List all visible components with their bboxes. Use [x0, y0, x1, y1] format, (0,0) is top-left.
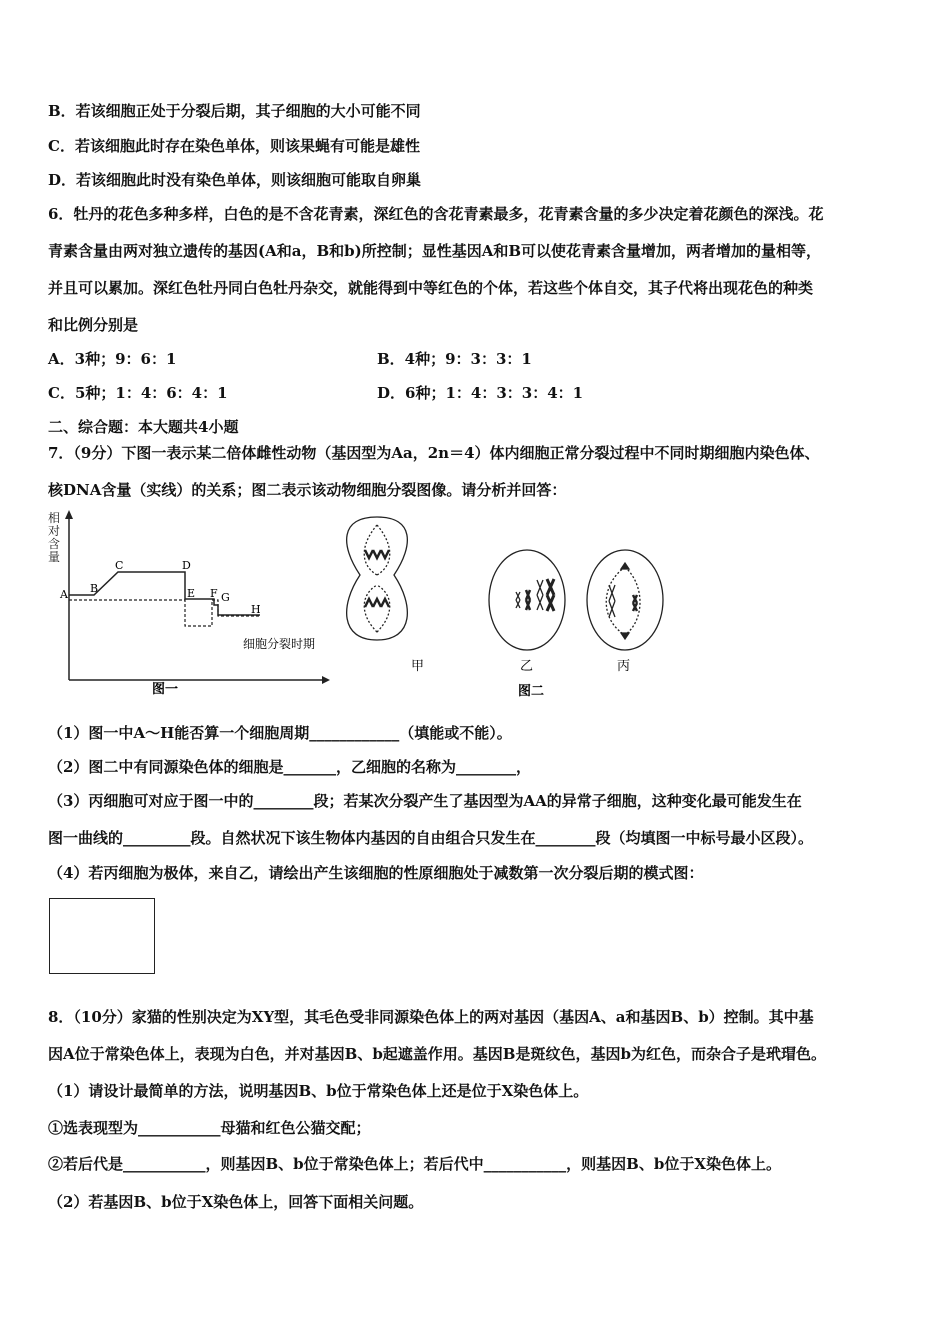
drawing-answer-box[interactable] [49, 898, 155, 974]
figure-1-caption: 图一 [152, 682, 179, 697]
y-axis-label: 相对含量 [48, 511, 61, 564]
q6-stem-line: 和比例分别是 [48, 316, 139, 334]
cell-label-yi: 乙 [520, 659, 534, 674]
q6-option-d: D．6种；1：4：3：3：4：1 [377, 384, 584, 402]
point-label: F [210, 587, 218, 600]
point-label: B [90, 582, 99, 595]
q7-stem-line: 核DNA含量（实线）的关系；图二表示该动物细胞分裂图像。请分析并回答： [48, 481, 567, 499]
q6-option-a: A．3种；9：6：1 [48, 350, 177, 368]
cell-label-bing: 丙 [617, 659, 631, 674]
chromosome-dashed-line [69, 600, 260, 626]
q6-stem-line: 并且可以累加。深红色牡丹同白色牡丹杂交，就能得到中等红色的个体，若这些个体自交，其子代将出现花色的种类 [48, 279, 814, 297]
cell-label-jia: 甲 [411, 659, 425, 674]
q7-sub-3: （3）丙细胞可对应于图一中的________段；若某次分裂产生了基因型为AA的异常子细胞，这种变化最可能发生在 [48, 792, 802, 810]
cell-jia [347, 517, 408, 640]
q6-stem-line: 6．牡丹的花色多种多样，白色的是不含花青素，深红色的含花青素最多，花青素含量的多少决定着花颜色的深浅。花 [48, 205, 824, 223]
q7-sub-3-cont: 图一曲线的_________段。自然状况下该生物体内基因的自由组合只发生在________段（均填图一中标号最小区段）。 [48, 829, 814, 847]
q8-sub-1-step-2: ②若后代是___________，则基因B、b位于常染色体上；若后代中___________，则基因B、b位于X染色体上。 [48, 1155, 781, 1173]
cell-bing [587, 550, 663, 650]
figure-2-caption: 图二 [518, 684, 545, 699]
point-label: D [182, 559, 191, 572]
point-label: E [187, 587, 196, 600]
q7-stem-line: 7．（9分）下图一表示某二倍体雌性动物（基因型为Aa，2n＝4）体内细胞正常分裂过程中不同时期细胞内染色体、 [48, 444, 820, 462]
q5-option-b: B．若该细胞正处于分裂后期，其子细胞的大小可能不同 [48, 102, 421, 120]
q7-sub-2: （2）图二中有同源染色体的细胞是_______，乙细胞的名称为________， [48, 758, 531, 776]
q6-stem-line: 青素含量由两对独立遗传的基因(A和a，B和b)所控制；显性基因A和B可以使花青素含量增加，两者增加的量相等， [48, 242, 822, 260]
point-label: C [115, 559, 124, 572]
q5-option-c: C．若该细胞此时存在染色单体，则该果蝇有可能是雄性 [48, 137, 420, 155]
q7-sub-1: （1）图一中A～H能否算一个细胞周期____________（填能或不能）。 [48, 724, 512, 742]
point-label: G [221, 591, 230, 604]
point-label: A [60, 588, 68, 601]
x-axis-label: 细胞分裂时期 [243, 637, 316, 651]
q5-option-d: D．若该细胞此时没有染色单体，则该细胞可能取自卵巢 [48, 171, 422, 189]
q8-sub-1-step-1: ①选表现型为___________母猫和红色公猫交配； [48, 1119, 371, 1137]
cell-yi [489, 550, 565, 650]
q8-stem-line: 8．（10分）家猫的性别决定为XY型，其毛色受非同源染色体上的两对基因（基因A、a和基因B、b）控制。其中基 [48, 1008, 814, 1026]
section-heading: 二、综合题：本大题共4小题 [48, 418, 239, 436]
figure-1-graph [40, 505, 680, 705]
q6-option-c: C．5种；1：4：6：4：1 [48, 384, 228, 402]
point-label: H [251, 603, 261, 616]
q7-sub-4: （4）若丙细胞为极体，来自乙，请绘出产生该细胞的性原细胞处于减数第一次分裂后期的模式图： [48, 864, 704, 882]
q8-sub-1: （1）请设计最简单的方法，说明基因B、b位于常染色体上还是位于X染色体上。 [48, 1082, 589, 1100]
q8-sub-2: （2）若基因B、b位于X染色体上，回答下面相关问题。 [48, 1193, 424, 1211]
q8-stem-line: 因A位于常染色体上，表现为白色，并对基因B、b起遮盖作用。基因B是斑纹色，基因b为红色，而杂合子是玳瑁色。 [48, 1045, 826, 1063]
q6-option-b: B．4种；9：3：3：1 [377, 350, 532, 368]
